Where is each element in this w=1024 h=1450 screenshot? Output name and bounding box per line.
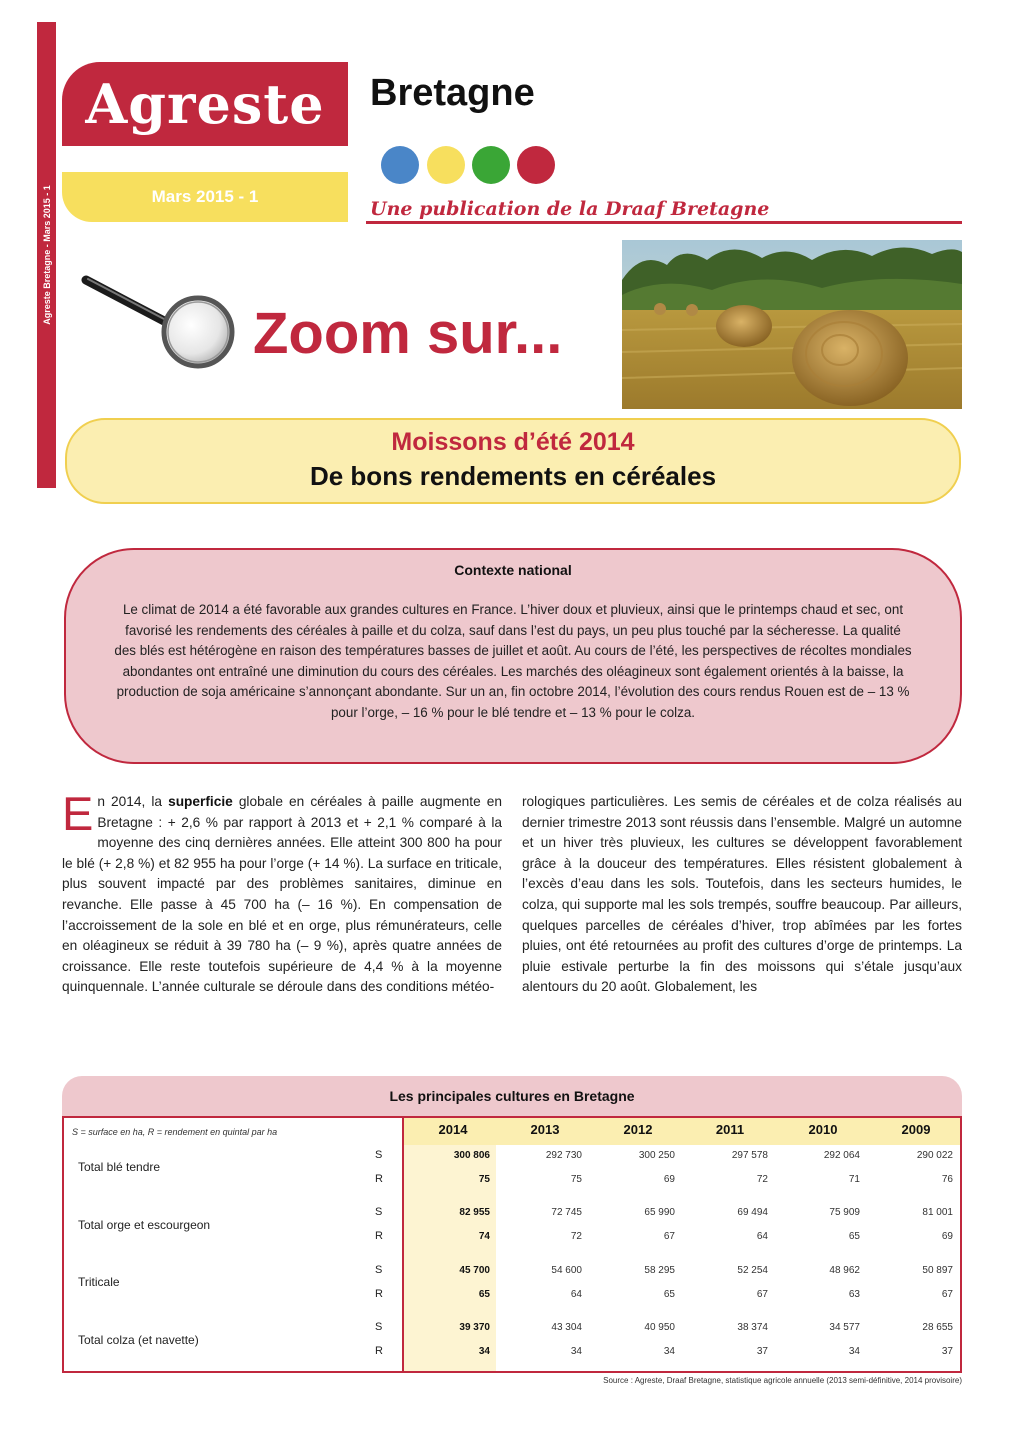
region-title: Bretagne bbox=[370, 72, 535, 114]
table-cell: 63 bbox=[848, 1289, 860, 1300]
article-column-left bbox=[62, 787, 502, 998]
table-cell: 75 bbox=[478, 1174, 490, 1185]
table-cell: 74 bbox=[478, 1231, 490, 1242]
table-cell: 300 250 bbox=[638, 1150, 675, 1161]
table-cell: 38 374 bbox=[737, 1322, 768, 1333]
table-cell: 43 304 bbox=[551, 1322, 582, 1333]
surface-label: S bbox=[375, 1264, 383, 1276]
headline-box bbox=[65, 418, 961, 504]
table-title: Les principales cultures en Bretagne bbox=[389, 1088, 635, 1104]
yield-label: R bbox=[375, 1173, 383, 1185]
crop-label: Total blé tendre bbox=[78, 1160, 161, 1174]
green-dot-icon bbox=[472, 146, 510, 184]
table-divider bbox=[402, 1118, 404, 1371]
year-header: 2014 bbox=[438, 1122, 468, 1137]
agreste-logo bbox=[62, 62, 348, 146]
hay-bales-photo bbox=[622, 240, 962, 409]
article-bold-term: superficie bbox=[168, 794, 233, 809]
headline-subtitle: De bons rendements en céréales bbox=[309, 461, 717, 491]
article-text: n 2014, la bbox=[97, 794, 169, 809]
issue-date: Mars 2015 - 1 bbox=[151, 187, 259, 206]
publication-rule bbox=[366, 221, 962, 224]
context-box bbox=[64, 548, 962, 764]
surface-label: S bbox=[375, 1321, 383, 1333]
table-cell: 69 bbox=[941, 1231, 953, 1242]
table-cell: 72 bbox=[756, 1174, 768, 1185]
table-cell: 76 bbox=[941, 1174, 953, 1185]
yield-label: R bbox=[375, 1345, 383, 1357]
yellow-dot-icon bbox=[427, 146, 465, 184]
table-cell: 34 bbox=[570, 1346, 582, 1357]
year-header: 2012 bbox=[623, 1122, 653, 1137]
year-header: 2013 bbox=[530, 1122, 560, 1137]
table-cell: 34 bbox=[663, 1346, 675, 1357]
table-cell: 67 bbox=[663, 1231, 675, 1242]
table-cell: 65 bbox=[478, 1289, 490, 1300]
table-cell: 34 577 bbox=[829, 1322, 860, 1333]
publication-line: Une publication de la Draaf Bretagne bbox=[370, 198, 770, 220]
table-cell: 67 bbox=[941, 1289, 953, 1300]
year-header: 2011 bbox=[715, 1122, 745, 1137]
table-cell: 54 600 bbox=[551, 1265, 582, 1276]
table-cell: 67 bbox=[756, 1289, 768, 1300]
table-cell: 40 950 bbox=[644, 1322, 675, 1333]
side-band-text: Agreste Bretagne - Mars 2015 - 1 bbox=[41, 185, 52, 325]
table-cell: 52 254 bbox=[737, 1265, 768, 1276]
crop-label: Total orge et escourgeon bbox=[78, 1218, 211, 1232]
table-cell: 72 745 bbox=[551, 1207, 582, 1218]
logo-text: Agreste bbox=[85, 72, 325, 136]
table-cell: 82 955 bbox=[459, 1207, 490, 1218]
table-cell: 37 bbox=[756, 1346, 768, 1357]
table-title-bar bbox=[62, 1076, 962, 1116]
crop-label: Total colza (et navette) bbox=[78, 1333, 199, 1347]
surface-label: S bbox=[375, 1206, 383, 1218]
table-cell: 72 bbox=[570, 1231, 582, 1242]
article-column-right: rologiques particulières. Les semis de céréales et de colza réalisés au dernier trimestre 2013 sont réussis dans l’ensemble. Malgré un automne et un hiver très pluvieux, les cultures se développent favorablement grâce à la douceur des températures. Elles résistent globalement à l’excès d’eau dans les sols. Toutefois, dans les secteurs humides, le colza, qui supporte mal les sols trempés, souffre beaucoup. Par ailleurs, quelques parcelles de céréales d’hiver, trop abîmées par les fortes pluies, ont été retournées au profit des cultures d’orge de printemps. La pluie estivale perturbe la fin des moissons qui s’étale jusqu’aux alentours du 20 août. Globalement, les bbox=[522, 794, 962, 995]
table-cell: 28 655 bbox=[922, 1322, 953, 1333]
table-cell: 300 806 bbox=[453, 1150, 490, 1161]
table-cell: 65 bbox=[848, 1231, 860, 1242]
table-cell: 65 bbox=[663, 1289, 675, 1300]
crop-label: Triticale bbox=[78, 1275, 120, 1289]
blue-dot-icon bbox=[381, 146, 419, 184]
table-cell: 71 bbox=[848, 1174, 860, 1185]
table-cell: 64 bbox=[756, 1231, 768, 1242]
table-cell: 81 001 bbox=[922, 1207, 953, 1218]
table-cell: 64 bbox=[570, 1289, 582, 1300]
table-cell: 58 295 bbox=[644, 1265, 675, 1276]
table-cell: 48 962 bbox=[829, 1265, 860, 1276]
table-cell: 297 578 bbox=[731, 1150, 768, 1161]
table-cell: 69 bbox=[663, 1174, 675, 1185]
zoom-title: Zoom sur... bbox=[253, 301, 563, 366]
year-header: 2009 bbox=[901, 1122, 931, 1137]
table-cell: 292 064 bbox=[823, 1150, 860, 1161]
surface-label: S bbox=[375, 1149, 383, 1161]
drop-cap: E bbox=[62, 787, 94, 840]
article-text: globale en céréales à paille augmente en Bretagne : + 2,6 % par rapport à 2013 et + 2,1 % comparé à la moyenne des cinq dernières années. Elle atteint 300 800 ha pour le blé (+ 2,8 %) et 82 955 ha pour l’orge (+ 14 %). La surface en triticale, plus souvent impacté par des problèmes sanitaires, diminue en revanche. Elle passe à 45 700 ha (– 16 %). En compensation de l’accroissement de la sole en blé et en orge, plus rémunérateurs, celle en oléagineux se réduit à 39 780 ha (– 9 %), après quatre années de croissance. Elle reste toutefois supérieure de 4,4 % à la moyenne quinquennale. L’année culturale se déroule dans des conditions météo- bbox=[62, 794, 502, 995]
yield-label: R bbox=[375, 1230, 383, 1242]
context-title: Contexte national bbox=[454, 562, 572, 578]
table-cell: 290 022 bbox=[916, 1150, 953, 1161]
red-dot-icon bbox=[517, 146, 555, 184]
table-cell: 34 bbox=[848, 1346, 860, 1357]
magnifier-icon bbox=[78, 270, 238, 370]
table-cell: 45 700 bbox=[459, 1265, 490, 1276]
table-legend-note: S = surface en ha, R = rendement en quintal par ha bbox=[72, 1127, 278, 1137]
table-cell: 65 990 bbox=[644, 1207, 675, 1218]
table-cell: 75 bbox=[570, 1174, 582, 1185]
year-header: 2010 bbox=[808, 1122, 838, 1137]
context-body: Le climat de 2014 a été favorable aux grandes cultures en France. L’hiver doux et pluvieux, ainsi que le printemps chaud et sec, ont favorisé les rendements des céréales à paille et du colza, sauf dans l’est du pays, un peu plus touché par la sécheresse. La qualité des blés est hétérogène en raison des températures basses de juillet et août. Au cours de l’été, les perspectives de récoltes mondiales abondantes ont entraîné une diminution du cours des céréales. Les marchés des oléagineux sont également orientés à la baisse, la production de soja américaine s’annonçant abondante. Sur un an, fin octobre 2014, l’évolution des cours rendus Rouen est de – 13 % pour l’orge, – 16 % pour le blé tendre et – 13 % pour le colza. bbox=[114, 602, 912, 720]
table-cell: 39 370 bbox=[459, 1322, 490, 1333]
table-cell: 75 909 bbox=[829, 1207, 860, 1218]
table-cell: 292 730 bbox=[545, 1150, 582, 1161]
table-cell: 69 494 bbox=[737, 1207, 768, 1218]
table-cell: 34 bbox=[478, 1346, 490, 1357]
table-source: Source : Agreste, Draaf Bretagne, statistique agricole annuelle (2013 semi-définitive, 2014 provisoire) bbox=[603, 1376, 962, 1385]
issue-date-box bbox=[62, 172, 348, 222]
table-cell: 50 897 bbox=[922, 1265, 953, 1276]
yield-label: R bbox=[375, 1288, 383, 1300]
headline-title: Moissons d’été 2014 bbox=[391, 428, 635, 456]
table-cell: 37 bbox=[941, 1346, 953, 1357]
side-band bbox=[37, 22, 56, 488]
